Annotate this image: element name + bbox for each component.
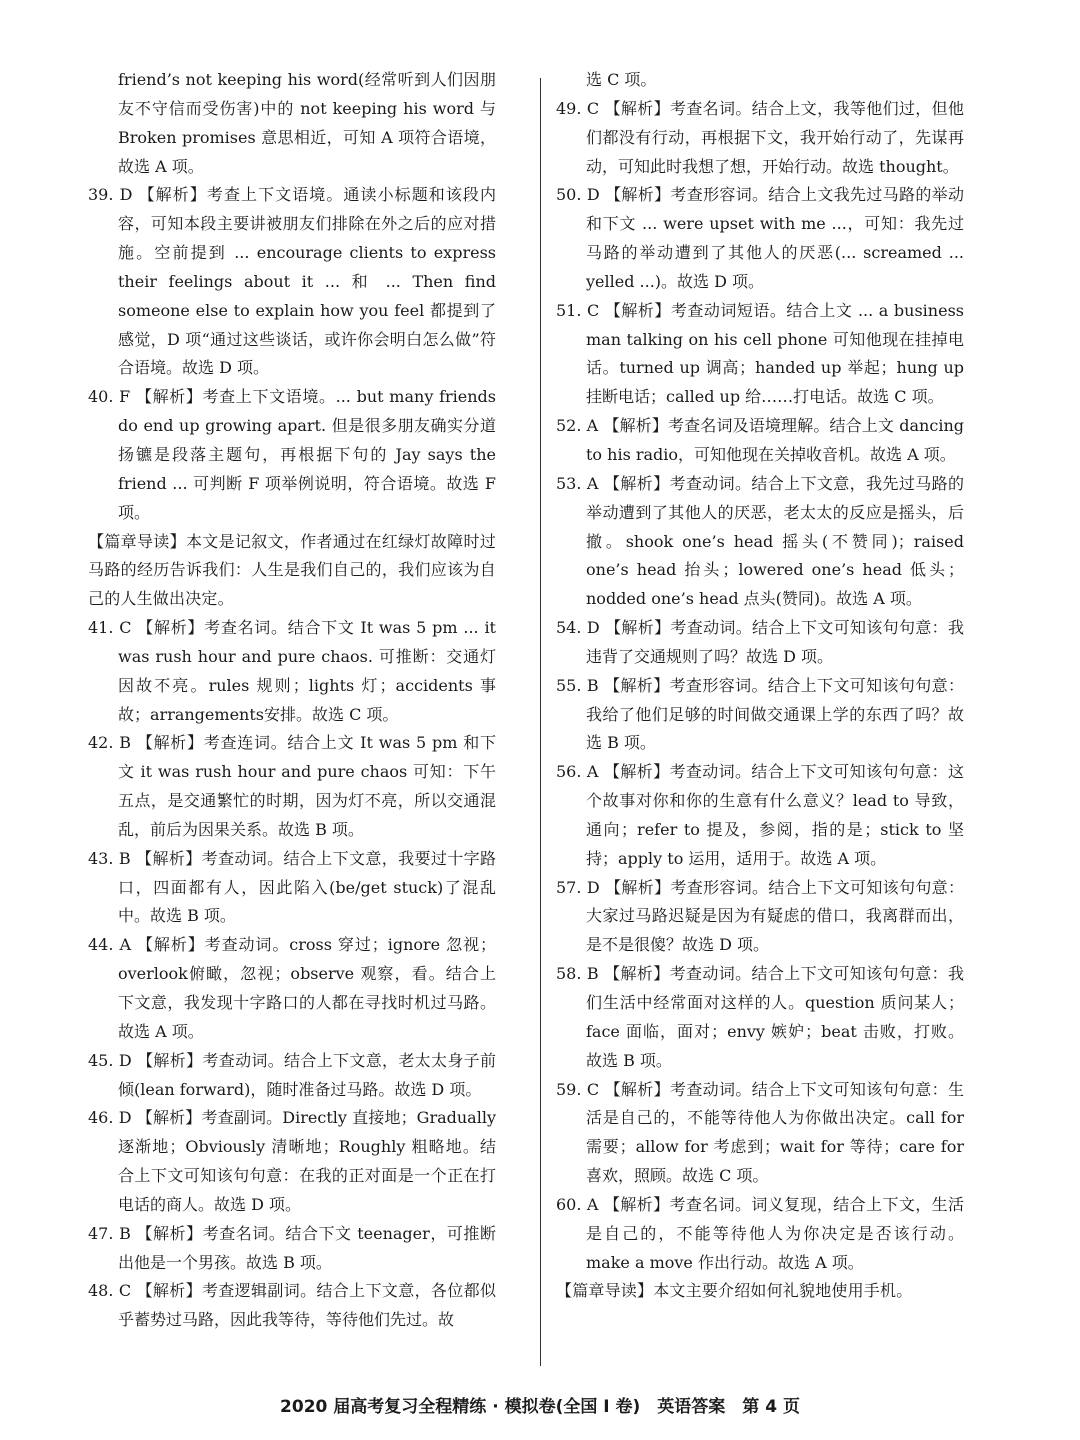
answer-continuation: 选 C 项。 xyxy=(586,70,657,89)
answer-item: 49. C 【解析】考查名词。结合上文，我等他们过，但他们都没有行动，再根据下文，我开始行动了，先谋再动，可知此时我想了想，开始行动。故选 thought。 xyxy=(556,98,964,176)
answer-item: 43. B 【解析】考查动词。结合上下文意，我要过十字路口，四面都有人，因此陷入(be/get stuck)了混乱中。故选 B 项。 xyxy=(88,848,496,926)
answer-item: 58. B 【解析】考查动词。结合上下文可知该句句意：我们生活中经常面对这样的人。question 质问某人；face 面临，面对；envy 嫉妒；beat 击败，打败。故选 B 项。 xyxy=(556,964,964,1070)
answer-item: 55. B 【解析】考查形容词。结合上下文可知该句句意：我给了他们足够的时间做交通课上学的东西了吗？故选 B 项。 xyxy=(556,675,964,753)
answer-item: 53. A 【解析】考查动词。结合上下文意，我先过马路的举动遭到了其他人的厌恶，老太太的反应是摇头，后撤。shook one’s head 摇头(不赞同)；raised one’s head 抬头；lowered one’s head 低头；nodded one’s head 点头(赞同)。故选 A 项。 xyxy=(556,473,964,609)
answer-item: 44. A 【解析】考查动词。cross 穿过；ignore 忽视；overlook俯瞰，忽视；observe 观察，看。结合上下文意，我发现十字路口的人都在寻找时机过马路。故选 A 项。 xyxy=(88,935,496,1041)
answer-item: 50. D 【解析】考查形容词。结合上文我先过马路的举动和下文 ... were upset with me ...，可知：我先过马路的举动遭到了其他人的厌恶(... screamed ... yelled ...)。故选 D 项。 xyxy=(556,185,964,291)
section-guide-note: 【篇章导读】本文主要介绍如何礼貌地使用手机。 xyxy=(556,1281,913,1301)
answer-item: 51. C 【解析】考查动词短语。结合上文 ... a business man talking on his cell phone 可知他现在挂掉电话。turned up 调高；handed up 举起；hung up 挂断电话；called up 给……打电话。故选 C 项。 xyxy=(556,300,964,407)
section-guide-note: 【篇章导读】本文是记叙文，作者通过在红绿灯故障时过马路的经历告诉我们：人生是我们自己的，我们应该为自己的人生做出决定。 xyxy=(88,531,496,609)
answer-item: 45. D 【解析】考查动词。结合上下文意，老太太身子前倾(lean forward)，随时准备过马路。故选 D 项。 xyxy=(88,1050,496,1099)
page-footer: 2020 届高考复习全程精练 · 模拟卷(全国 Ⅰ 卷) 英语答案 第 4 页 xyxy=(280,1397,800,1417)
answer-item: 59. C 【解析】考查动词。结合上下文可知该句句意：生活是自己的，不能等待他人为你做出决定。call for 需要；allow for 考虑到；wait for 等待；care for 喜欢，照顾。故选 C 项。 xyxy=(556,1079,964,1186)
answer-item: 47. B 【解析】考查名词。结合下文 teenager，可推断出他是一个男孩。故选 B 项。 xyxy=(88,1223,496,1272)
answer-item: 57. D 【解析】考查形容词。结合上下文可知该句句意：大家过马路迟疑是因为有疑虑的借口，我离群而出，是不是很傻？故选 D 项。 xyxy=(556,877,964,955)
answer-item: 48. C 【解析】考查逻辑副词。结合上下文意，各位都似乎蓄势过马路，因此我等待，等待他们先过。故 xyxy=(88,1281,496,1330)
left-column xyxy=(88,66,496,1335)
answer-item: 41. C 【解析】考查名词。结合下文 It was 5 pm ... it was rush hour and pure chaos. 可推断：交通灯因故不亮。rules 规则；lights 灯；accidents 事故；arrangements安排。故选 C 项。 xyxy=(88,618,496,724)
right-column xyxy=(556,66,964,1306)
answer-item: 52. A 【解析】考查名词及语境理解。结合上文 dancing to his radio，可知他现在关掉收音机。故选 A 项。 xyxy=(556,416,964,464)
answer-item: 60. A 【解析】考查名词。词义复现，结合上下文，生活是自己的，不能等待他人为你决定是否该行动。make a move 作出行动。故选 A 项。 xyxy=(556,1194,964,1272)
answer-item: 46. D 【解析】考查副词。Directly 直接地；Gradually 逐渐地；Obviously 清晰地；Roughly 粗略地。结合上下文可知该句句意：在我的正对面是一个正在打电话的商人。故选 D 项。 xyxy=(88,1108,496,1214)
answer-item: 40. F 【解析】考查上下文语境。... but many friends do end up growing apart. 但是很多朋友确实分道扬镳是段落主题句，再根据下句的 Jay says the friend ... 可判断 F 项举例说明，符合语境。故选 F 项。 xyxy=(88,387,496,522)
answer-continuation: friend’s not keeping his word(经常听到人们因朋友不守信而受伤害)中的 not keeping his word 与 Broken promises 意思相近，可知 A 项符合语境，故选 A 项。 xyxy=(118,70,496,176)
answer-item: 54. D 【解析】考查动词。结合上下文可知该句句意：我违背了交通规则了吗？故选 D 项。 xyxy=(556,618,964,666)
column-divider xyxy=(540,78,541,1366)
answer-item: 42. B 【解析】考查连词。结合上文 It was 5 pm 和下文 it was rush hour and pure chaos 可知：下午五点，是交通繁忙的时期，因为灯不亮，所以交通混乱，前后为因果关系。故选 B 项。 xyxy=(88,733,496,839)
answer-item: 39. D 【解析】考查上下文语境。通读小标题和该段内容，可知本段主要讲被朋友们排除在外之后的应对措施。空前提到 ... encourage clients to express their feelings about it ... 和 ... Then find someone else to explain how you feel 都提到了感觉，D 项“通过这些谈话，或许你会明白怎么做”符合语境。故选 D 项。 xyxy=(88,185,496,378)
answer-item: 56. A 【解析】考查动词。结合上下文可知该句句意：这个故事对你和你的生意有什么意义？lead to 导致，通向；refer to 提及，参阅，指的是；stick to 坚持；apply to 运用，适用于。故选 A 项。 xyxy=(556,762,964,868)
